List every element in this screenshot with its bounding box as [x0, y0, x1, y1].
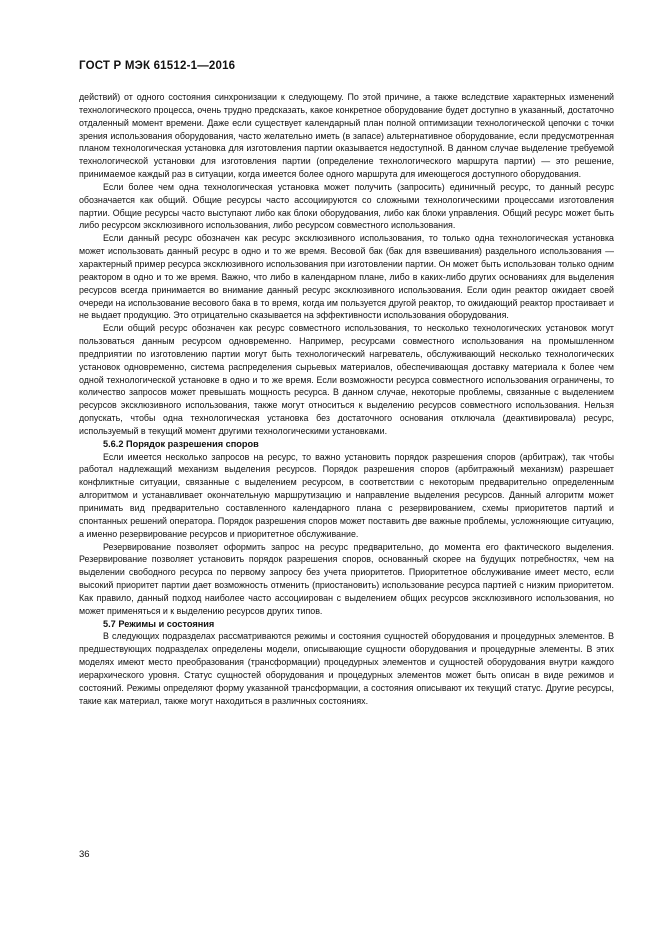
page-number: 36	[79, 849, 90, 860]
paragraph: Если более чем одна технологическая установка может получить (запросить) единичный ресурс, то данный ресурс обозначается как общий. Общие ресурсы часто ассоциируются со сложными технологическими процессами изготовления партии. Общие ресурсы часто выступают либо как блоки оборудования, либо как блоки управления. Общий ресурс может быть либо ресурсом эксклюзивного использования, либо ресурсом совместного использования.	[79, 181, 614, 231]
section-heading-5-7: 5.7 Режимы и состояния	[103, 618, 215, 629]
document-body	[79, 91, 614, 708]
paragraph: В следующих подразделах рассматриваются режимы и состояния сущностей оборудования и процедурных элементов. В предшествующих подразделах определены модели, описывающие сущности оборудования и процедурные элементы. В этих моделях имеют место преобразования (трансформации) процедурных элементов и сущностей оборудования внутри каждого иерархического уровня. Статус сущностей оборудования и процедурных элементов может быть описан в виде режимов и состояний. Режимы определяют форму указанной трансформации, а состояния описывают их текущий статус. Другие ресурсы, такие как материал, также могут находиться в различных состояниях.	[79, 631, 614, 706]
paragraph: Если данный ресурс обозначен как ресурс эксклюзивного использования, то только одна технологическая установка может использовать данный ресурс в одно и то же время. Весовой бак (бак для взвешивания) раздельного использования — характерный пример ресурса эксклюзивного использования при изготовлении партии. Он может быть использован только одним реактором в одно и то же время. Важно, что либо в календарном плане, либо в каких-либо других основаниях для выделения ресурсов всегда принимается во внимание данный ресурс эксклюзивного использования. Если один реактор ожидает своей очереди на использование весового бака в то время, когда им пользуется другой реактор, то ожидающий реактор простаивает и не выдает продукцию. Это отрицательно сказывается на эффективности использования оборудования.	[79, 233, 614, 321]
paragraph: Если общий ресурс обозначен как ресурс совместного использования, то несколько технологических установок могут пользоваться данным ресурсом одновременно. Например, ресурсами совместного использования на промышленном предприятии по изготовлению партии могут быть технологический нагреватель, обслуживающий несколько технологических установок одновременно, система распределения сырьевых материалов, обеспечивающая доставку материала к более чем одной технологической установке в одно и то же время. Если возможности ресурса совместного использования ограничены, то количество запросов может превышать мощность ресурса. В данном случае, некоторые проблемы, связанные с выделением ресурсов эксклюзивного использования, также могут относиться к выделению ресурсов совместного использования. Нельзя допускать, чтобы одна технологическая установка без достаточного основания отключала (деактивировала) ресурс, используемый в текущий момент другими технологическими установками.	[79, 323, 614, 436]
section-heading-5-6-2: 5.6.2 Порядок разрешения споров	[103, 438, 259, 449]
paragraph: Резервирование позволяет оформить запрос на ресурс предварительно, до момента его фактического выделения. Резервирование позволяет установить порядок разрешения споров, основанный скорее на будущих потребностях, чем на выделении свободного ресурса по первому запросу без учета приоритетов. Приоритетное обслуживание имеет место, если высокий приоритет партии дает возможность отменить (приостановить) использование ресурса партией с низким приоритетом. Как правило, данный подход наиболее часто ассоциирован с выделением общих ресурсов эксклюзивного использования, но может применяться и к выделению ресурсов других типов.	[79, 541, 614, 616]
paragraph: действий) от одного состояния синхронизации к следующему. По этой причине, а также вследствие характерных изменений технологического процесса, очень трудно предсказать, какое конкретное оборудование будет доступно в указанный, достаточно отдаленный момент времени. Даже если существует календарный план полной оптимизации технологической цепочки с точки зрения использования оборудования, часто желательно иметь (в запасе) альтернативное оборудование, если предусмотренная планом технологическая установка для изготовления партии оказывается недоступной. В данном случае выделение требуемой технологической установки для изготовления партии (определение технологического маршрута партии) — это решение, принимаемое каждый раз в ситуации, когда имеется более одного маршрута для имеющегося доступного оборудования.	[79, 92, 614, 180]
paragraph: Если имеется несколько запросов на ресурс, то важно установить порядок разрешения споров (арбитраж), так чтобы работал надлежащий механизм выделения ресурсов. Порядок разрешения споров (арбитражный механизм) разрешает конфликтные ситуации, связанные с выделением ресурсом, в соответствии с некоторым предварительно определенным алгоритмом и устанавливает окончательную маршрутизацию и направление выделения ресурсов. Данный алгоритм может принимать вид предварительно составленного календарного плана с резервированием, схемы приоритетов партий и спонтанных решений оператора. Порядок разрешения споров может поставить две важные проблемы, усложняющие ситуацию, а именно резервирование ресурсов и приоритетное обслуживание.	[79, 451, 614, 539]
document-header: ГОСТ Р МЭК 61512-1—2016	[79, 60, 236, 72]
